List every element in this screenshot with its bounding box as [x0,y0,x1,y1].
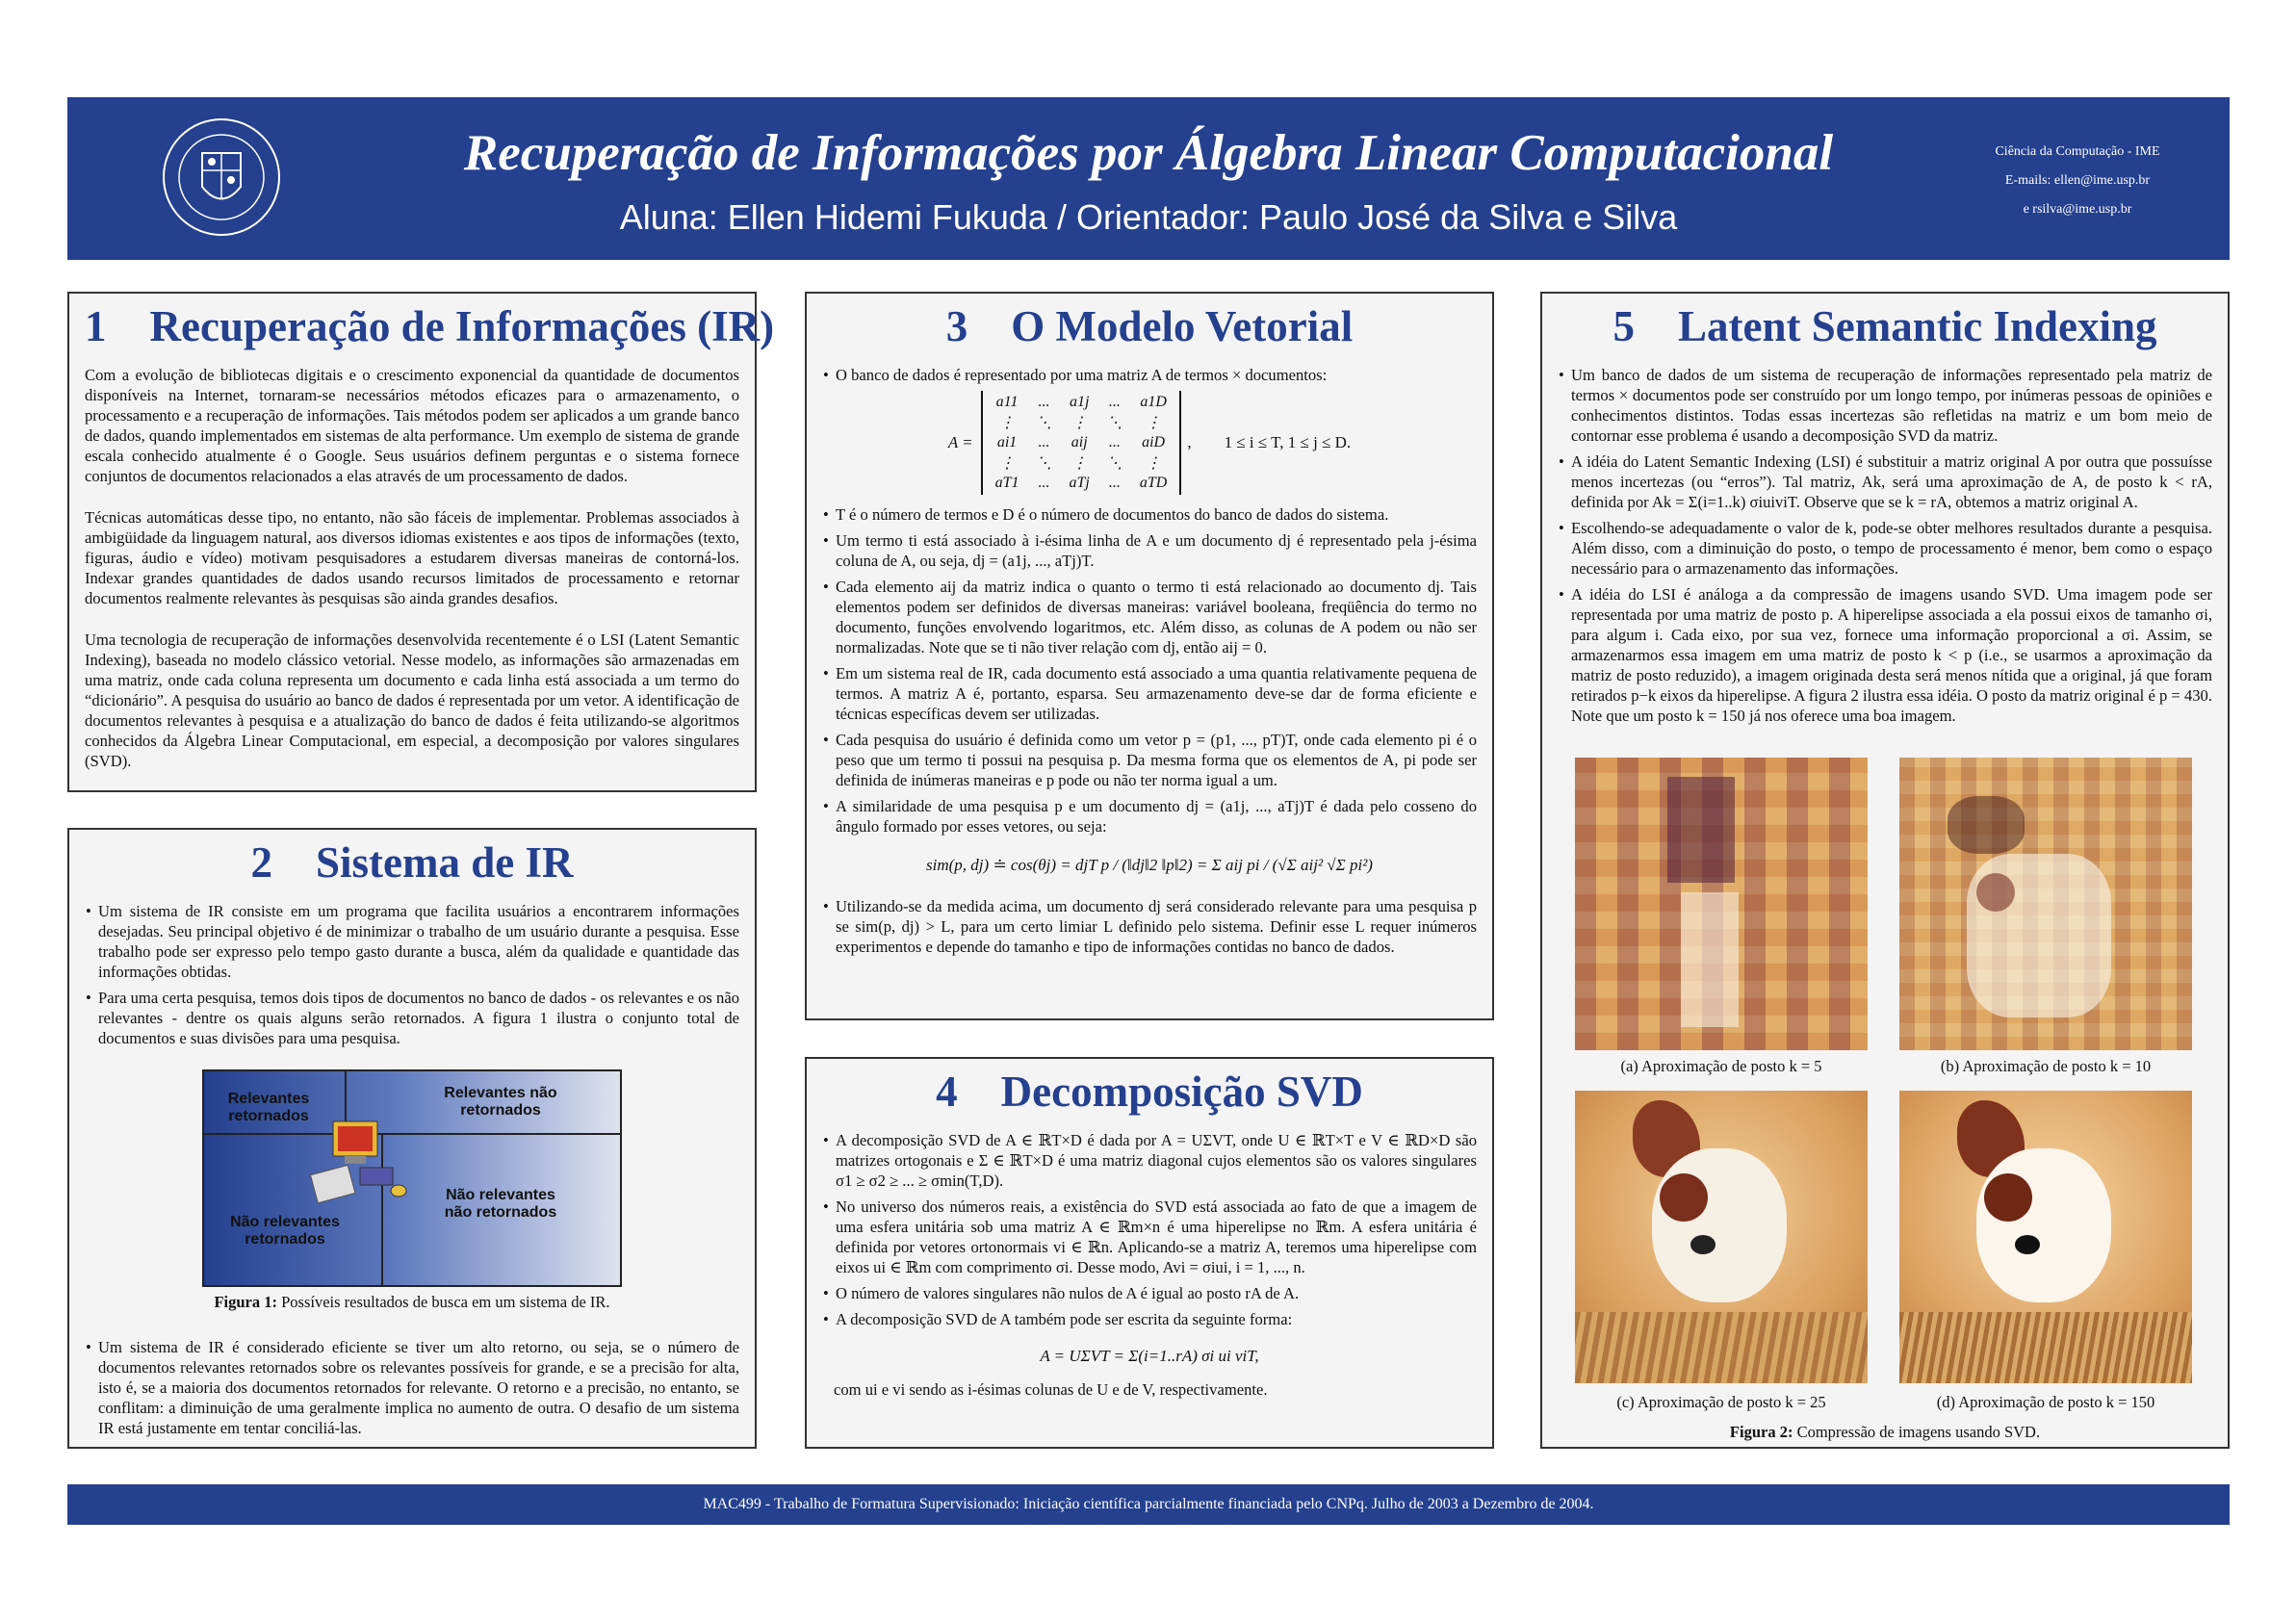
poster-header [67,97,2230,260]
svd-caption-c: (c) Aproximação de posto k = 25 [1616,1393,1826,1411]
matrix-cell: aTj [1069,475,1090,491]
matrix-cell: aij [1071,434,1088,451]
list-item: • A similaridade de uma pesquisa p e um documento dj = (a1j, ..., aTj)T é dada pelo cosseno do ângulo formado por esses vetores, ou seja: [834,796,1477,837]
matrix-cell: ⋮ [999,415,1016,431]
section-3-list [822,365,1477,385]
matrix-cell: ⋮ [999,455,1016,472]
figure-1-caption-label: Figura 1: [214,1293,277,1311]
figure-1-caption-text: Possíveis resultados de busca em um sistema de IR. [281,1293,610,1311]
list-item: • Em um sistema real de IR, cada documento está associado a uma quantia relativamente pequena de termos. A matriz A é, portanto, esparsa. Seu armazenamento deve-se dar de forma eficiente e técnicas específicas devem ser utilizadas. [834,663,1477,724]
matrix-cell: aiD [1142,434,1166,451]
list-item: • A decomposição SVD de A também pode ser escrita da seguinte forma: [834,1309,1477,1329]
list-item: • T é o número de termos e D é o número de documentos do banco de dados do sistema. [834,504,1477,525]
svd-sum-equation: A = UΣVT = Σ(i=1..rA) σi ui viT, [1040,1347,1259,1365]
section-3-list-3 [822,896,1477,957]
list-item: • Cada elemento aij da matriz indica o quanto o termo ti está relacionado ao documento dj. Tais elementos podem ser definidos de diversas maneiras: variável booleana, freqüência do termo no documento, funções envolvendo logaritmos, etc. Além disso, as colunas de A podem ou não ser normalizadas. Note que se ti não tiver relação com dj, então aij = 0. [834,577,1477,657]
matrix-cell: a11 [995,394,1019,410]
similarity-equation: sim(p, dj) ≐ cos(θj) = djT p / (‖dj‖2 ‖p‖2) = Σ aij pi / (√Σ aij² √Σ pi²) [926,856,1373,874]
figure-1-relevant-returned: Relevantes retornados [227,1091,310,1124]
section-2-list [85,901,739,1048]
contact-email-1: E-mails: ellen@ime.usp.br [2004,173,2151,188]
section-1-paragraph: Uma tecnologia de recuperação de informações desenvolvida recentemente é o LSI (Latent Semantic Indexing), baseada no modelo clássico vetorial. Nesse modelo, as informações são armazenadas em uma matriz, onde cada coluna representa um documento e cada linha está associada a um termo do “dicionário”. A pesquisa do usuário ao banco de dados é representada por um vetor. A identificação de documentos relevantes à pesquisa e a atualização do banco de dados é feita utilizando-se algoritmos conhecidos da Álgebra Linear Computacional, em especial, a decomposição por valores singulares (SVD). [85,631,739,770]
matrix-cell: a1j [1069,394,1090,410]
list-item: • Utilizando-se da medida acima, um documento dj será considerado relevante para uma pesquisa p se sim(p, dj) > L, para um certo limiar L definido pelo sistema. Definir esse L requer inúmeros experimentos e depende do tamanho e tipo de informações contidas no banco de dados. [834,896,1477,957]
list-item: • O número de valores singulares não nulos de A é igual ao posto rA de A. [834,1283,1477,1303]
section-4-closing: com ui e vi sendo as i-ésimas colunas de U e de V, respectivamente. [834,1380,1268,1399]
figure-2-caption-label: Figura 2: [1729,1423,1793,1441]
poster-footer: MAC499 - Trabalho de Formatura Supervisionado: Iniciação científica parcialmente financiada pelo CNPq. Julho de 2003 a Dezembro de 2004. [67,1484,2230,1525]
section-3-list-2 [822,504,1477,837]
list-item: • Um sistema de IR é considerado eficiente se tiver um alto retorno, ou seja, se o número de documentos relevantes retornados sobre os relevantes possíveis for grande, e se a precisão for alta, isto é, se a maioria dos documentos retornados for relevante. O retorno e a precisão, no entanto, se conflitam: a diminuição de uma geralmente implica no aumento de outra. O desafio de um sistema IR está justamente em tentar conciliá-las. [96,1337,739,1438]
svd-caption-d: (d) Aproximação de posto k = 150 [1936,1393,2155,1411]
section-1-paragraph: Com a evolução de bibliotecas digitais e o crescimento exponencial da quantidade de documentos disponíveis na Internet, tornaram-se necessários métodos eficazes para o armazenamento, o processamento e a recuperação de informações. Tais métodos podem ser aplicados a um grande banco de dados, quando implementados em sistemas de alta performance. Um exemplo de sistema de grande escala conhecido atualmente é o Google. Seus usuários definem perguntas e o sistema fornece conjuntos de documentos relacionados a elas através de um processamento de dados. [85,366,739,485]
matrix-cell: ⋱ [1106,455,1122,472]
section-5-title: 5 Latent Semantic Indexing [1612,302,2157,350]
matrix-lhs: A = [947,433,973,451]
matrix-cell: ... [1108,394,1121,410]
list-item: • A idéia do Latent Semantic Indexing (LSI) é substituir a matriz original A por outra que possuísse menos incertezas (ou “erros”). Tal matriz, Ak, será uma aproximação de A, de posto k < rA, definida por Ak = Σ(i=1..k) σiuiviT. Observe que se k = rA, obtemos a matriz original A. [1569,451,2212,512]
matrix-cell: ... [1108,475,1121,491]
contact-email-2: e rsilva@ime.usp.br [2023,202,2132,217]
matrix-cell: ⋮ [1071,415,1088,431]
list-item: • Para uma certa pesquisa, temos dois tipos de documentos no banco de dados - os relevantes e os não relevantes - dentre os quais alguns serão retornados. A figura 1 ilustra o conjunto total de documentos e suas divisões para uma pesquisa. [96,988,739,1048]
figure-1-relevant-not-returned: Relevantes não retornados [444,1085,557,1119]
section-2-list-2 [85,1337,739,1438]
matrix-cell: ⋮ [1146,415,1162,431]
svd-image-k5 [1575,758,1868,1050]
matrix-cell: ⋮ [1071,455,1088,472]
svd-image-k150 [1899,1091,2192,1383]
matrix-cell: ⋱ [1036,455,1052,472]
poster-subtitle: Aluna: Ellen Hidemi Fukuda / Orientador: Paulo José da Silva e Silva [619,197,1678,237]
section-1-panel [67,292,775,792]
section-4-title: 4 Decomposição SVD [936,1068,1363,1116]
section-3-panel [805,292,1494,1020]
matrix-cell: ... [1038,434,1050,451]
section-4-list [822,1130,1477,1329]
list-item: • Um sistema de IR consiste em um programa que facilita usuários a encontrarem informações desejadas. Seu principal objetivo é de minimizar o trabalho de um usuário durante a pesquisa. Esse trabalho pode ser expresso pelo tempo gasto durante a busca, além da qualidade e quantidade das informações obtidas. [96,901,739,982]
list-item: • No universo dos números reais, a existência do SVD está associada ao fato de que a imagem de uma esfera unitária sob uma matriz A ∈ ℝm×n é uma hiperelipse no ℝm. A esfera unitária é definida por vetores ortonormais vi ∈ ℝn. Aplicando-se a matriz A, teremos uma hiperelipse com eixos ui ∈ ℝm com comprimento σi. Desse modo, Avi = σiui, i = 1, ..., n. [834,1197,1477,1277]
section-1-title: 1 Recuperação de Informações (IR) [85,302,775,350]
figure-2-caption-text: Compressão de imagens usando SVD. [1796,1423,2041,1441]
matrix-cell: aTD [1139,475,1168,491]
matrix-cell: ⋮ [1146,455,1162,472]
matrix-cell: ... [1108,434,1121,451]
matrix-cell: ... [1038,394,1050,410]
section-2-panel [67,828,757,1449]
matrix-equation [822,391,1477,495]
svd-image-k25 [1575,1091,1868,1383]
matrix-cell: a1D [1140,394,1167,410]
section-4-panel [805,1057,1494,1449]
list-item: • A idéia do LSI é análoga a da compressão de imagens usando SVD. Uma imagem pode ser representada por uma matriz de posto p. A hiperelipse associada a ela possui eixos de tamanho σi, para algum i. Cada eixo, por sua vez, fornece uma informação proporcional a σi. Assim, se armazenarmos essa imagem em uma matriz de posto k < p (i.e., se usarmos a aproximação da matriz de posto reduzido), a imagem originada desta será menos nítida que a original, já que foram retirados p−k eixos da hiperelipse. A figura 2 ilustra essa idéia. O posto da matriz original é p = 430. Note que um posto k = 150 já nos oferece uma boa imagem. [1569,584,2212,726]
computer-icon [306,1118,412,1206]
list-item: • Um termo ti está associado à i-ésima linha de A e um documento dj é representado pela j-ésima coluna de A, ou seja, dj = (a1j, ..., aTj)T. [834,530,1477,571]
section-3-title: 3 O Modelo Vetorial [945,302,1354,350]
matrix-cell: ... [1038,475,1050,491]
figure-1-not-relevant-not-returned: Não relevantes não retornados [444,1187,557,1221]
poster-title: Recuperação de Informações por Álgebra Linear Computacional [463,125,1834,181]
svd-caption-b: (b) Aproximação de posto k = 10 [1940,1057,2152,1075]
list-item: • Cada pesquisa do usuário é definida como um vetor p = (p1, ..., pT)T, onde cada elemento pi é o peso que um termo ti possui na pesquisa p. Da mesma forma que os elementos de A, pi pode ser definida de inúmeras maneiras e p pode ou não ter norma igual a um. [834,730,1477,790]
list-item: • Escolhendo-se adequadamente o valor de k, pode-se obter melhores resultados durante a pesquisa. Além disso, com a diminuição do posto, o tempo de processamento é menor, bem como o espaço necessário para o armazenamento das informações. [1569,518,2212,579]
figure-1 [202,1069,622,1287]
matrix-cell: ⋱ [1106,415,1122,431]
figure-2-caption [1540,1423,2230,1442]
matrix-table [987,393,1176,493]
matrix-cell: ai1 [996,434,1018,451]
contact-info [1962,138,2193,224]
section-5-list [1558,365,2212,726]
section-1-paragraph: Técnicas automáticas desse tipo, no entanto, não são fáceis de implementar. Problemas associados à ambigüidade da linguagem natural, aos diversos idiomas existentes e aos tipos de informações (texto, figuras, áudio e vídeo) motivam pesquisadores a estudarem diversas maneiras de contorná-los. Indexar grandes quantidades de dados usando recursos limitados de processamento e retornar documentos realmente relevantes às pesquisas são ainda grandes desafios. [85,508,739,607]
contact-dept: Ciência da Computação - IME [1995,144,2160,159]
figure-1-caption [85,1293,739,1312]
matrix-condition: , 1 ≤ i ≤ T, 1 ≤ j ≤ D. [1187,433,1352,451]
list-item: • O banco de dados é representado por uma matriz A de termos × documentos: [834,365,1477,385]
section-2-title: 2 Sistema de IR [250,838,574,887]
matrix-cell: aT1 [994,475,1019,491]
figure-1-not-relevant-returned: Não relevantes retornados [230,1214,340,1248]
list-item: • A decomposição SVD de A ∈ ℝT×D é dada por A = UΣVT, onde U ∈ ℝT×T e V ∈ ℝD×D são matrizes ortogonais e Σ ∈ ℝT×D é uma matriz diagonal cujos elementos são os valores singulares σ1 ≥ σ2 ≥ ... ≥ σmin(T,D). [834,1130,1477,1191]
list-item: • Um banco de dados de um sistema de recuperação de informações representado pela matriz de termos × documentos pode ser construído por um longo tempo, por inúmeras pessoas de opiniões e conhecimentos distintos. Todas essas incertezas são refletidas na matriz e um bom meio de contornar esse problema é usando a decomposição SVD da matriz. [1569,365,2212,446]
matrix-cell: ⋱ [1036,415,1052,431]
svd-image-k10 [1899,758,2192,1050]
svd-caption-a: (a) Aproximação de posto k = 5 [1620,1057,1822,1075]
